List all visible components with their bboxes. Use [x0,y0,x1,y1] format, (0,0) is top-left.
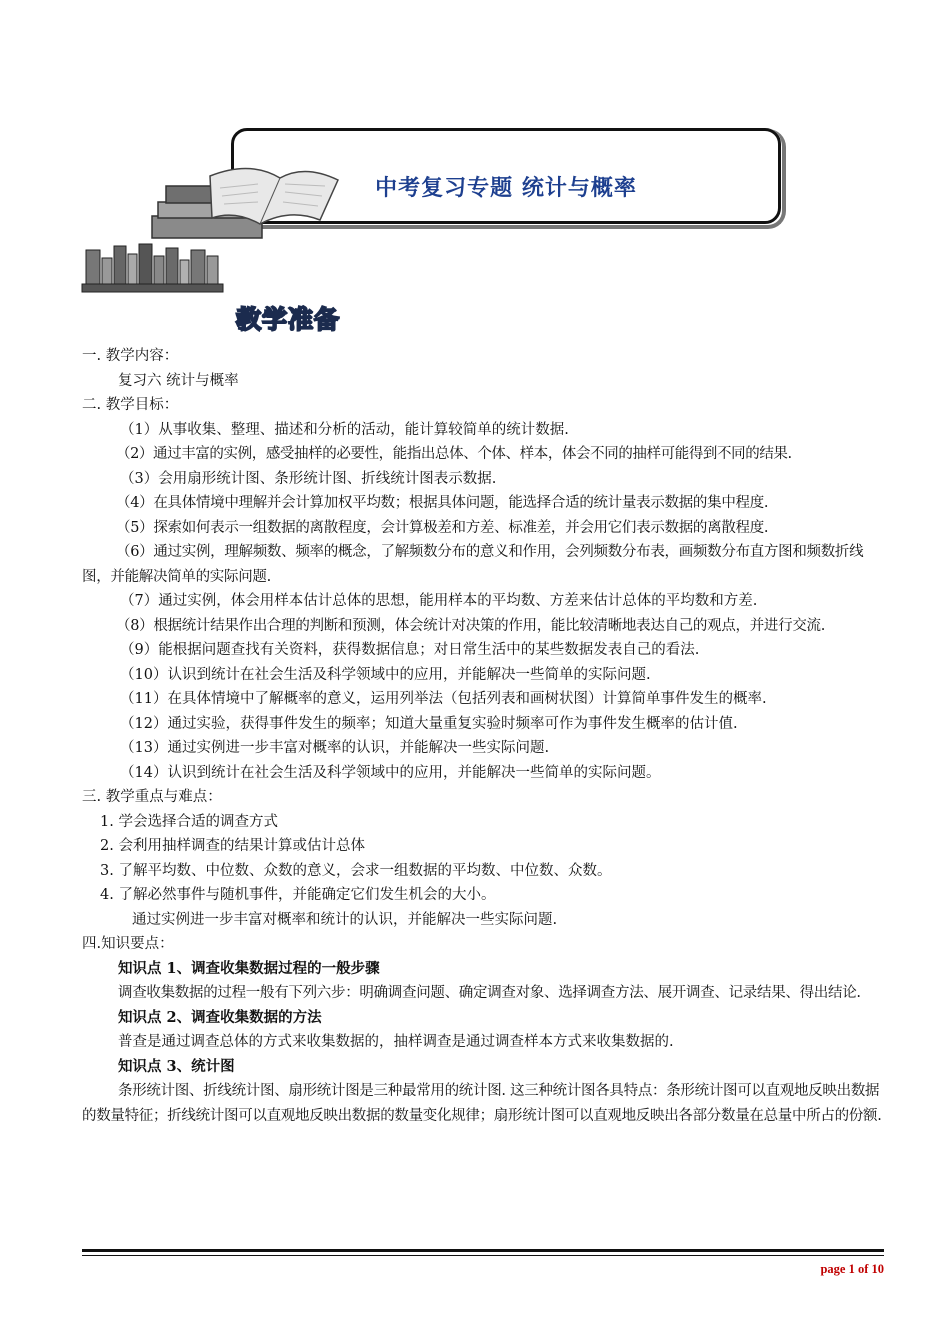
goal-item: （7）通过实例，体会用样本估计总体的思想，能用样本的平均数、方差来估计总体的平均数和方差. [120,593,758,609]
section-2-heading: 二. 教学目标： [82,397,179,413]
knowledge-1-text: 调查收集数据的过程一般有下列六步：明确调查问题、确定调查对象、选择调查方法、展开调查、记录结果、得出结论. [118,985,861,1001]
section-3-heading: 三. 教学重点与难点： [82,789,222,805]
section-1-item: 复习六 统计与概率 [118,372,239,389]
section-4-heading: 四.知识要点： [82,936,174,952]
goal-item: （1）从事收集、整理、描述和分析的活动，能计算较简单的统计数据. [120,421,569,438]
key-point-item: 1. 学会选择合适的调查方式 [100,813,278,830]
key-point-item: 2. 会利用抽样调查的结果计算或估计总体 [100,838,365,854]
page-title: 中考复习专题 统计与概率 [375,176,637,201]
goal-item: （13）通过实例进一步丰富对概率的认识，并能解决一些实际问题. [120,740,550,756]
goal-item: （4）在具体情境中理解并会计算加权平均数；根据具体问题，能选择合适的统计量表示数据的集中程度. [116,495,769,511]
goal-item: （12）通过实验，获得事件发生的频率；知道大量重复实验时频率可作为事件发生概率的估计值. [120,715,738,732]
key-point-note: 通过实例进一步丰富对概率和统计的认识，并能解决一些实际问题. [132,911,558,928]
goal-item: （9）能根据问题查找有关资料，获得数据信息；对日常生活中的某些数据发表自己的看法. [120,642,700,658]
footer-rule-thick [82,1249,884,1252]
goal-item: （8）根据统计结果作出合理的判断和预测，体会统计对决策的作用，能比较清晰地表达自己的观点，并进行交流. [116,617,826,634]
goal-item: （3）会用扇形统计图、条形统计图、折线统计图表示数据. [120,470,497,487]
goal-item: （14）认识到统计在社会生活及科学领域中的应用，并能解决一些简单的实际问题。 [120,764,661,781]
goal-item: （6）通过实例，理解频数、频率的概念，了解频数分布的意义和作用，会列频数分布表，画频数分布直方图和频数折线图，并能解决简单的实际问题. [82,544,864,585]
knowledge-2-text: 普查是通过调查总体的方式来收集数据的，抽样调查是通过调查样本方式来收集数据的. [118,1034,674,1050]
knowledge-3-text: 条形统计图、折线统计图、扇形统计图是三种最常用的统计图. 这三种统计图各具特点：条形统计图可以直观地反映出数据的数量特征；折线统计图可以直观地反映出数据的数量变化规律；扇形统计图可以直观地反映出各部分数量在总量中所占的份额. [82,1083,882,1124]
stacked-books-icon [140,158,340,250]
goal-item: （5）探索如何表示一组数据的离散程度，会计算极差和方差、标准差，并会用它们表示数据的离散程度. [116,519,769,536]
section-badge: 教学准备 [236,305,341,334]
goal-item: （11）在具体情境中了解概率的意义，运用列举法（包括列表和画树状图）计算简单事件发生的概率. [120,691,767,707]
knowledge-3-title: 知识点 3、统计图 [118,1057,235,1075]
book-rack-icon [80,240,225,296]
key-point-item: 3. 了解平均数、中位数、众数的意义，会求一组数据的平均数、中位数、众数。 [100,862,612,879]
document-body [82,344,884,1128]
goal-item: （10）认识到统计在社会生活及科学领域中的应用，并能解决一些简单的实际问题. [120,666,651,683]
goal-item: （2）通过丰富的实例，感受抽样的必要性，能指出总体、个体、样本，体会不同的抽样可能得到不同的结果. [116,446,792,462]
knowledge-1-title: 知识点 1、调查收集数据过程的一般步骤 [118,959,380,977]
footer-rule-thin [82,1255,884,1256]
page-number: page 1 of 10 [820,1262,884,1276]
section-1-heading: 一. 教学内容： [82,348,179,364]
knowledge-2-title: 知识点 2、调查收集数据的方法 [118,1008,322,1026]
key-point-item: 4. 了解必然事件与随机事件，并能确定它们发生机会的大小。 [100,887,496,903]
